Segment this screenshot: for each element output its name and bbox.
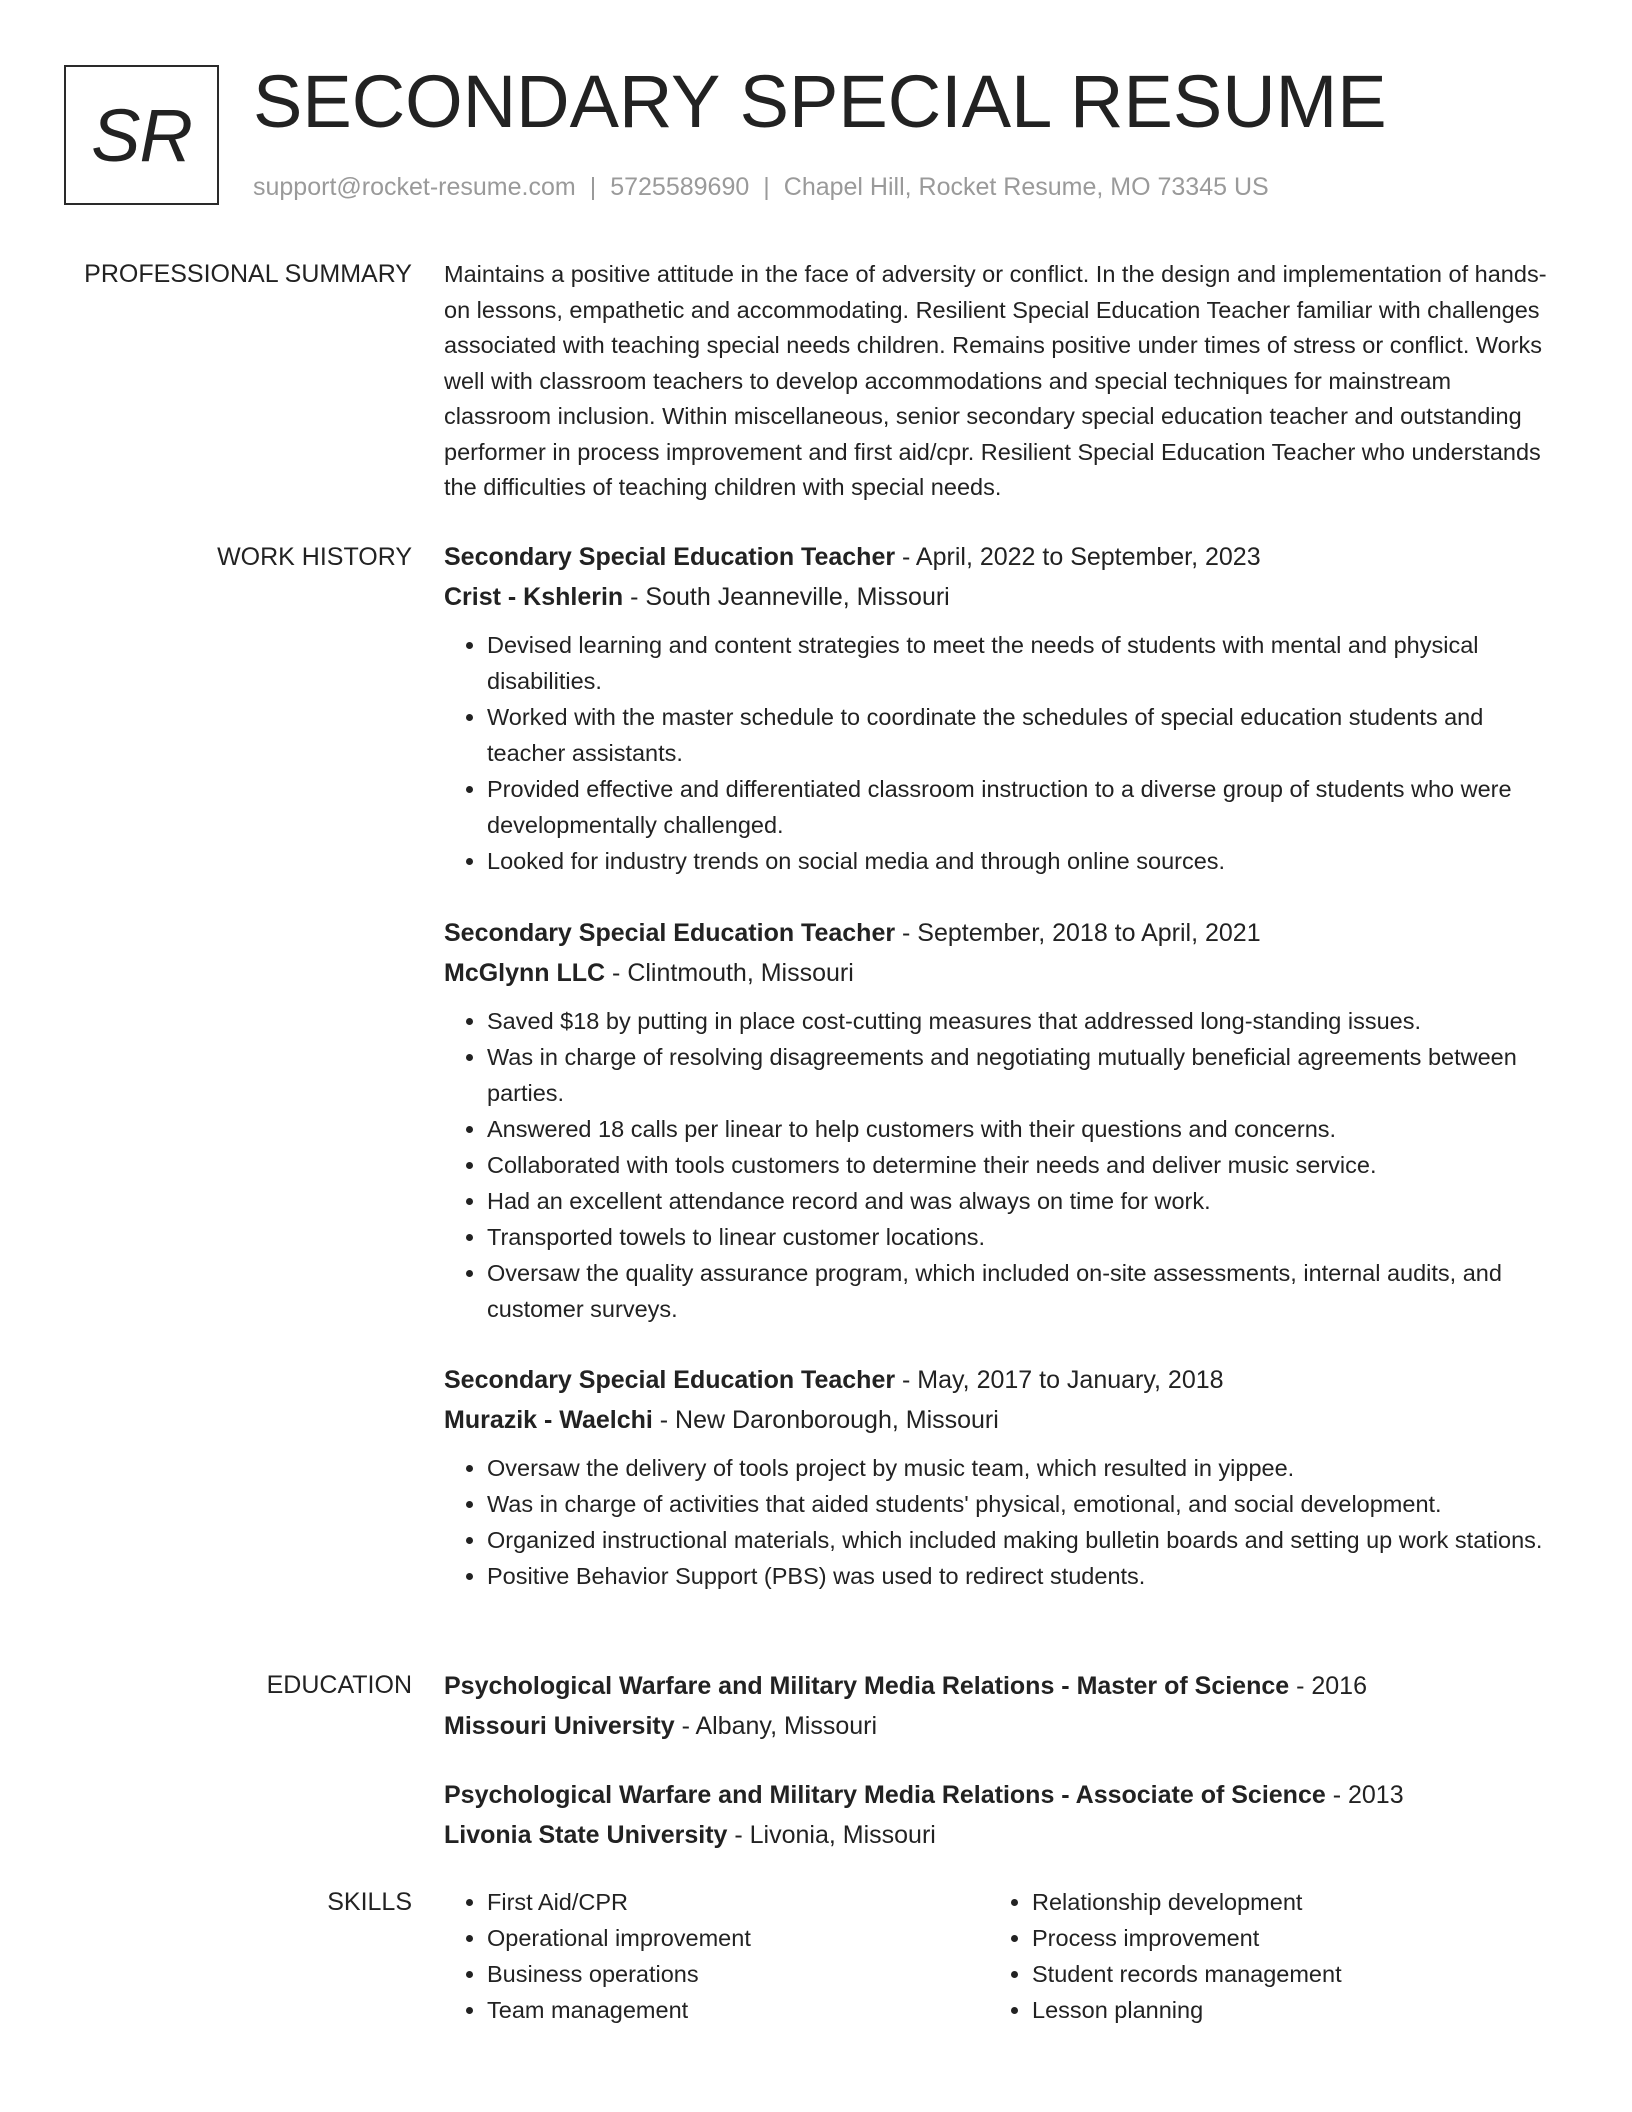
- contact-phone: 5725589690: [610, 173, 750, 201]
- job-bullet: • Devised learning and content strategies to meet the needs of students with mental and physical disabilities.: [487, 627, 1554, 699]
- skills-section: [444, 1884, 1554, 2028]
- skill-item: • First Aid/CPR: [487, 1884, 989, 1920]
- school-line: [444, 1815, 1554, 1855]
- job-dates: - May, 2017 to January, 2018: [895, 1366, 1224, 1394]
- job-dates: - September, 2018 to April, 2021: [895, 919, 1261, 947]
- job-bullet: • Transported towels to linear customer locations.: [487, 1219, 1554, 1255]
- degree-year: - 2016: [1289, 1672, 1367, 1700]
- job-entry: [444, 1360, 1554, 1594]
- skill-item: • Operational improvement: [487, 1920, 989, 1956]
- job-bullet: • Collaborated with tools customers to determine their needs and deliver music service.: [487, 1147, 1554, 1183]
- skill-item: • Process improvement: [1032, 1920, 1534, 1956]
- job-title: Secondary Special Education Teacher: [444, 919, 896, 947]
- degree-name: Psychological Warfare and Military Media Relations - Master of Science: [444, 1672, 1290, 1700]
- skills-list-left: [444, 1884, 989, 2028]
- job-bullet: • Was in charge of activities that aided students' physical, emotional, and social development.: [487, 1486, 1554, 1522]
- job-entry: [444, 537, 1554, 879]
- skills-columns: [444, 1884, 1554, 2028]
- job-bullets: [444, 627, 1554, 879]
- skill-item: • Business operations: [487, 1956, 989, 1992]
- section-label-skills: SKILLS: [327, 1888, 412, 1916]
- job-entry: [444, 913, 1554, 1327]
- job-bullet: • Looked for industry trends on social media and through online sources.: [487, 843, 1554, 879]
- job-bullet: • Positive Behavior Support (PBS) was used to redirect students.: [487, 1558, 1554, 1594]
- education-entry: [444, 1775, 1554, 1855]
- resume-name: SECONDARY SPECIAL RESUME: [253, 60, 1387, 143]
- summary-section: [444, 257, 1554, 506]
- company-name: Murazik - Waelchi: [444, 1406, 653, 1434]
- job-bullet: • Organized instructional materials, which included making bulletin boards and setting up work stations.: [487, 1522, 1554, 1558]
- job-bullet: • Oversaw the delivery of tools project by music team, which resulted in yippee.: [487, 1450, 1554, 1486]
- job-bullets: [444, 1450, 1554, 1594]
- job-bullet: • Worked with the master schedule to coordinate the schedules of special education students and teacher assistants.: [487, 699, 1554, 771]
- section-label-summary: PROFESSIONAL SUMMARY: [84, 260, 412, 288]
- job-bullet: • Provided effective and differentiated classroom instruction to a diverse group of students who were developmentally challenged.: [487, 771, 1554, 843]
- contact-separator: |: [589, 173, 597, 201]
- job-title: Secondary Special Education Teacher: [444, 1366, 896, 1394]
- school-location: - Livonia, Missouri: [727, 1821, 936, 1849]
- school-location: - Albany, Missouri: [674, 1712, 878, 1740]
- section-label-work-history: WORK HISTORY: [217, 543, 412, 571]
- job-title: Secondary Special Education Teacher: [444, 543, 896, 571]
- monogram-box: [64, 65, 219, 205]
- job-bullet: • Was in charge of resolving disagreements and negotiating mutually beneficial agreements between parties.: [487, 1039, 1554, 1111]
- contact-address: Chapel Hill, Rocket Resume, MO 73345 US: [783, 173, 1269, 201]
- degree-line: [444, 1666, 1554, 1706]
- degree-year: - 2013: [1325, 1781, 1404, 1809]
- skill-item: • Lesson planning: [1032, 1992, 1534, 2028]
- job-bullet: • Saved $18 by putting in place cost-cutting measures that addressed long-standing issues.: [487, 1003, 1554, 1039]
- education-entry: [444, 1666, 1554, 1746]
- job-dates: - April, 2022 to September, 2023: [895, 543, 1261, 571]
- company-line: [444, 953, 1554, 993]
- contact-line: [253, 173, 1269, 202]
- skills-list-right: [989, 1884, 1534, 2028]
- company-name: Crist - Kshlerin: [444, 583, 624, 611]
- contact-separator: |: [763, 173, 770, 201]
- skill-item: • Relationship development: [1032, 1884, 1534, 1920]
- degree-name: Psychological Warfare and Military Media Relations - Associate of Science: [444, 1781, 1326, 1809]
- skill-item: • Student records management: [1032, 1956, 1534, 1992]
- contact-email: support@rocket-resume.com: [253, 173, 576, 201]
- degree-line: [444, 1775, 1554, 1815]
- company-location: - South Jeanneville, Missouri: [623, 583, 950, 611]
- company-line: [444, 577, 1554, 617]
- school-name: Livonia State University: [444, 1821, 728, 1849]
- section-label-education: EDUCATION: [266, 1671, 412, 1699]
- school-line: [444, 1706, 1554, 1746]
- job-title-line: [444, 1360, 1554, 1400]
- company-name: McGlynn LLC: [444, 959, 606, 987]
- school-name: Missouri University: [444, 1712, 675, 1740]
- job-title-line: [444, 537, 1554, 577]
- job-title-line: [444, 913, 1554, 953]
- job-bullet: • Oversaw the quality assurance program, which included on-site assessments, internal audits, and customer surveys.: [487, 1255, 1554, 1327]
- job-bullet: • Answered 18 calls per linear to help customers with their questions and concerns.: [487, 1111, 1554, 1147]
- company-location: - New Daronborough, Missouri: [652, 1406, 999, 1434]
- skill-item: • Team management: [487, 1992, 989, 2028]
- job-bullets: [444, 1003, 1554, 1327]
- monogram-initials: SR: [91, 93, 192, 177]
- company-line: [444, 1400, 1554, 1440]
- job-bullet: • Had an excellent attendance record and was always on time for work.: [487, 1183, 1554, 1219]
- company-location: - Clintmouth, Missouri: [605, 959, 854, 987]
- summary-text: Maintains a positive attitude in the face of adversity or conflict. In the design and implementation of hands-on lessons, empathetic and accommodating. Resilient Special Education Teacher familiar with challenges associated with teaching special needs children. Remains positive under times of stress or conflict. Works well with classroom teachers to develop accommodations and special techniques for mainstream classroom inclusion. Within miscellaneous, senior secondary special education teacher and outstanding performer in process improvement and first aid/cpr. Resilient Special Education Teacher who understands the difficulties of teaching children with special needs.: [444, 261, 1547, 500]
